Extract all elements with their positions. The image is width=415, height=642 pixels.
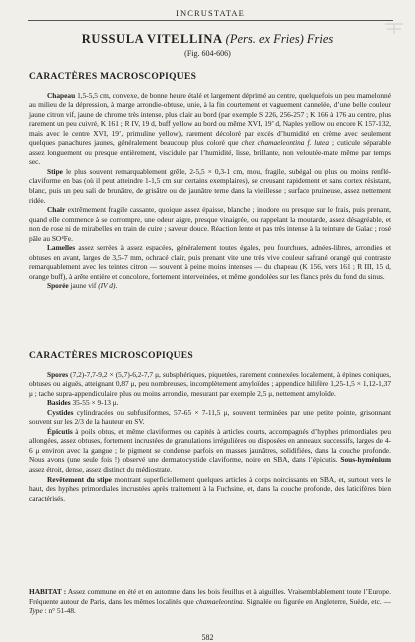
revetement-label: Revêtement du stipe bbox=[47, 474, 112, 484]
epicutis-label: Épicutis bbox=[47, 426, 73, 436]
chair-text: extrêmement fragile cassante, quoique assez épaisse, blanche ; inodore ou presque sur le frais, puis prenant, quand elle commence à se corrompre, une odeur aigre, presque vinaigrée, ou rappelant la moutarde, assez désagréable, et non de rose ni de mirabelles en train de cuire ; saveur douce. Réaction lente et pas très intense à la teinture de Gaïac ; rosé pâle au SO⁴Fe. bbox=[29, 205, 391, 243]
habitat-label: HABITAT : bbox=[29, 587, 67, 596]
micro-heading: CARACTÈRES MICROSCOPIQUES bbox=[29, 351, 194, 361]
cystides-text: cylindracées ou subfusiformes, 57-65 × 7-11,5 μ, souvent terminées par une petite pointe, grisonnant souvent sur les 2/3 de la hauteur en SV. bbox=[29, 407, 391, 427]
chapeau-paragraph bbox=[29, 91, 391, 167]
chapeau-text-end: ; cuticule séparable assez longuement ou presque entièrement, viscidule par l’humidité, lisse, brillante, non veloutée-mate même par temps sec. bbox=[29, 138, 391, 167]
basides-text: 35-55 × 9-13 μ. bbox=[70, 398, 119, 408]
figure-reference: (Fig. 604-606) bbox=[184, 49, 231, 58]
habitat-section bbox=[29, 587, 391, 616]
species-name: RUSSULA VITELLINA bbox=[81, 32, 222, 46]
stipe-label: Stipe bbox=[47, 166, 63, 176]
chair-label: Chair bbox=[47, 205, 66, 215]
micro-section bbox=[29, 352, 391, 503]
epicutis-paragraph bbox=[29, 427, 391, 475]
sous-hymenium-label: Sous-hyménium bbox=[340, 455, 391, 465]
habitat-paragraph bbox=[29, 587, 391, 616]
running-header: INCRUSTATAE bbox=[28, 0, 393, 21]
spores-paragraph bbox=[29, 370, 391, 399]
sporee-end: . bbox=[115, 281, 118, 291]
habitat-text-2: . Signalée ou figurée en Angleterre, Suède, etc. — bbox=[242, 596, 391, 606]
revetement-paragraph bbox=[29, 475, 391, 504]
sous-hymenium-text: assez étroit, dense, assez distinct du médiostrate. bbox=[29, 465, 172, 475]
sporee-label: Sporée bbox=[47, 281, 69, 291]
chair-paragraph bbox=[29, 205, 391, 243]
macro-section bbox=[29, 73, 391, 291]
habitat-text: Assez commune en été et en automne dans les bois feuillus et à aiguilles. Vraisemblablement toute l’Europe. Fréquente autour de Paris, dans les mêmes localités que bbox=[29, 587, 391, 606]
species-title bbox=[0, 32, 415, 47]
macro-heading: CARACTÈRES MACROSCOPIQUES bbox=[29, 72, 197, 82]
page-number: 582 bbox=[201, 633, 214, 642]
basides-label: Basides bbox=[47, 398, 71, 408]
lamelles-label: Lamelles bbox=[47, 243, 76, 253]
lamelles-paragraph bbox=[29, 243, 391, 281]
cystides-label: Cystides bbox=[47, 407, 74, 417]
spores-text: (7,2)-7,7-9,2 × (5,7)-6,2-7,7 μ, subsphériques, piquetées, rarement connexées localement, à épines coniques, obtuses ou aiguës, atteignant 0,87 μ, peu nombreuses, incomplètement amyloïdes ; appendice hilifère 1,25-1,5 × 1,12-1,37 μ ; tache supra-appendiculaire plus ou moins arrondie, mesurant par exemple 2,5 μ, nettement amyloïde. bbox=[29, 369, 391, 398]
basides-paragraph bbox=[29, 398, 391, 408]
sporee-italic: (IV d) bbox=[98, 281, 116, 291]
chapeau-label: Chapeau bbox=[47, 90, 76, 100]
sporee-text: jaune vif bbox=[68, 281, 99, 291]
lamelles-text: assez serrées à assez espacées, généralement toutes égales, peu fourchues, adnées-libres, arrondies et obtuses en avant, larges de 3,5-7 mm, ochracé clair, puis prenant vite une très vive couleur safrané orangé qui contraste remarquablement avec les teintes citron — souvent à peine moins intenses — du chapeau (K 156, vers 161 ; R III, 15 d, orange buff), à arête entière et concolore, fortement interveinées, et même gondolées sur les flancs près du fond du sinus. bbox=[29, 243, 391, 281]
epicutis-text: à poils obtus, et même claviformes ou capités à articles courts, accompagnés d’hyphes primordiales peu allongées, assez obtuses, fortement incrustées de granulations irrégulières ou disposées en anneaux successifs, larges de 4-6 μ environ avec la gangue ; le pigment se condense parfois en masses jaunâtres, solidifiées, dans la couche profonde. Nous avons (une seule fois !) observé une dermatocystide claviforme, noire en SBA, dans l’épicutis. bbox=[29, 426, 391, 465]
type-label: Type bbox=[29, 606, 43, 616]
chapeau-text: 1,5-5,5 cm, convexe, de bonne heure étalé et largement déprimé au centre, quelquefois un peu mamelonné au milieu de la dépression, à marge arrondie-obtuse, unie, à la fin courtement et vaguement cannelée, d’une belle couleur jaune citron vif, jaune de chrome très intense, plus clair au bord (par exemple S 226, 256-257 ; K 166 à 176 au centre, plus rarement un peu cuivré, K 161 ; R IV, 19 d, buff yellow au bord ou même XVI, 19’ d, Naples yellow ou encore K 157-132, mais avec le centre XVI, 19’, primuline yellow), rarement décoloré par excès d’humidité en crème avec seulement quelques panachures jaunes, généralement beaucoup plus coloré que bbox=[29, 90, 391, 148]
chapeau-italic: chez chamaeleontina f. lutea bbox=[241, 138, 329, 148]
sporee-paragraph bbox=[29, 281, 391, 291]
cystides-paragraph bbox=[29, 408, 391, 427]
stipe-text: le plus souvent remarquablement grêle, 2-5,5 × 0,3-1 cm, mou, fragile, subégal ou plus ou moins renflé-claviforme en bas (où il peut atteindre 1-1,5 cm sur certains exemplaires), se creusant rapidement et sans cortex résistant, blanc, puis un peu sali de brunâtre, de grisâtre ou de jaunâtre terne dans la vieillesse ; surface pruineuse, assez nettement ridée. bbox=[29, 166, 391, 205]
spores-label: Spores bbox=[47, 369, 69, 379]
habitat-italic: chamaeleontina bbox=[195, 596, 243, 606]
revetement-text: montrant superficiellement quelques articles à corps noircissants en SBA, et, surtout vers le haut, des hyphes primordiales incrustées après traitement à la Fuchsine, et, dans la couche profonde, des laticifères bien caractérisés. bbox=[29, 474, 391, 503]
stipe-paragraph bbox=[29, 167, 391, 205]
type-value: : n° 51-48. bbox=[42, 606, 76, 616]
species-authority: (Pers. ex Fries) Fries bbox=[225, 32, 334, 46]
